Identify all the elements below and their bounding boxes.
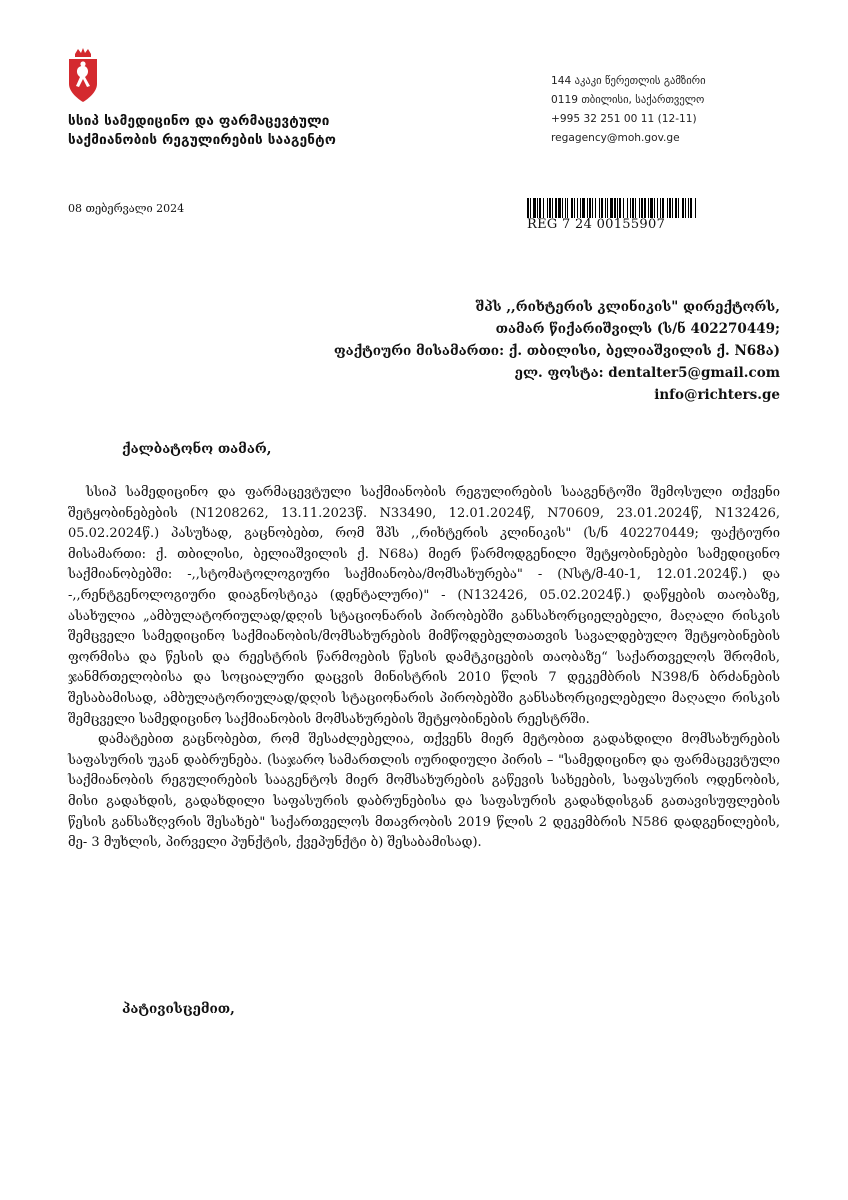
agency-name-line2: საქმიანობის რეგულირების სააგენტო: [68, 132, 337, 148]
addressee-line: თამარ წიქარიშვილს (ს/ნ 402270449;: [495, 321, 780, 337]
addressee-line: ელ. ფოსტა: dentalter5@gmail.com: [514, 365, 780, 381]
body-paragraph: დამატებით გაცნობებთ, რომ შესაძლებელია, თქვენს მიერ მეტობით გადახდილი მომსახურების საფასურის უკან დაბრუნება. (საჯარო სამართლის იურიდიული პირის – "სამედიცინო და ფარმაცევტული საქმიანობის რეგულირების სააგენტოს მიერ მომსახურების გაწევის სახეების, საფასურის ოდენობის, მისი გადახდის, გადახდილი საფასურის დაბრუნებისა და საფასურის გადახდისგან გათავისუფლების წესის განსაზღვრის შესახებ" საქართველოს მთავრობის 2019 წლის 2 დეკემბრის N586 დადგენილების, მე- 3 მუხლის, პირველი პუნქტის, ქვეპუნქტი ბ) შესაბამისად).: [68, 732, 780, 851]
addressee-block: [334, 296, 780, 406]
greeting: ქალბატონო თამარ,: [122, 441, 272, 457]
registration-number: REG 7 24 00155907: [527, 217, 666, 232]
agency-name: [68, 112, 448, 150]
addressee-line: ფაქტიური მისამართი: ქ. თბილისი, ბელიაშვილის ქ. N68ა): [333, 343, 780, 359]
letter-body: [68, 483, 780, 854]
closing-salutation: პატივისცემით,: [122, 1001, 235, 1017]
agency-contact-block: [551, 72, 811, 148]
georgia-coat-of-arms-icon: [66, 48, 100, 104]
agency-email: regagency@moh.gov.ge: [551, 132, 680, 144]
agency-address-city: 0119 თბილისი, საქართველო: [551, 94, 705, 106]
agency-phone: +995 32 251 00 11 (12-11): [551, 113, 697, 125]
addressee-line: შპს ,,რიხტერის კლინიკის" დირექტორს,: [475, 299, 780, 315]
letter-date: 08 თებერვალი 2024: [68, 202, 185, 215]
agency-name-line1: სსიპ სამედიცინო და ფარმაცევტული: [68, 113, 330, 129]
barcode: [527, 198, 783, 218]
body-paragraph: სსიპ სამედიცინო და ფარმაცევტული საქმიანობის რეგულირების სააგენტოში შემოსული თქვენი შეტყობინებების (N1208262, 13.11.2023წ. N33490, 12.01.2024წ, N70609, 23.01.2024წ, N132426, 05.02.2024წ.) პასუხად, გაცნობებთ, რომ შპს ,,რიხტერის კლინიკის" (ს/ნ 402270449; ფაქტიური მისამართი: ქ. თბილისი, ბელიაშვილის ქ. N68ა) მიერ წარმოდგენილი შეტყობინებები სამედიცინო საქმიანობებში: -,,სტომატოლოგიური საქმიანობა/მომსახურება" - (Nსტ/მ-40-1, 12.01.2024წ.) და -,,რენტგენოლოგიური დიაგნოსტიკა (დენტალური)" - (N132426, 05.02.2024წ.) დაწყების თაობაზე, ასახულია „ამბულატორიულად/დღის სტაციონარის პირობებში განსახორციელებელი, მაღალი რისკის შემცველი სამედიცინო საქმიანობის/მომსახურების მიმწოდებელთათვის სავალდებულო შეტყობინების ფორმისა და წესის და რეესტრის წარმოების წესის დამტკიცების თაობაზე“ საქართველოს შრომის, ჯანმრთელობისა და სოციალური დაცვის მინისტრის 2010 წლის 7 დეკემბრის N398/ნ ბრძანების შესაბამისად, ამბულატორიულად/დღის სტაციონარის პირობებში განსახორციელებელი მაღალი რისკის შემცველი სამედიცინო საქმიანობის მომსახურების შეტყობინების რეესტრში.: [68, 485, 780, 727]
agency-address-street: 144 აკაკი წერეთლის გამზირი: [551, 75, 706, 87]
addressee-line: info@richters.ge: [654, 387, 780, 403]
